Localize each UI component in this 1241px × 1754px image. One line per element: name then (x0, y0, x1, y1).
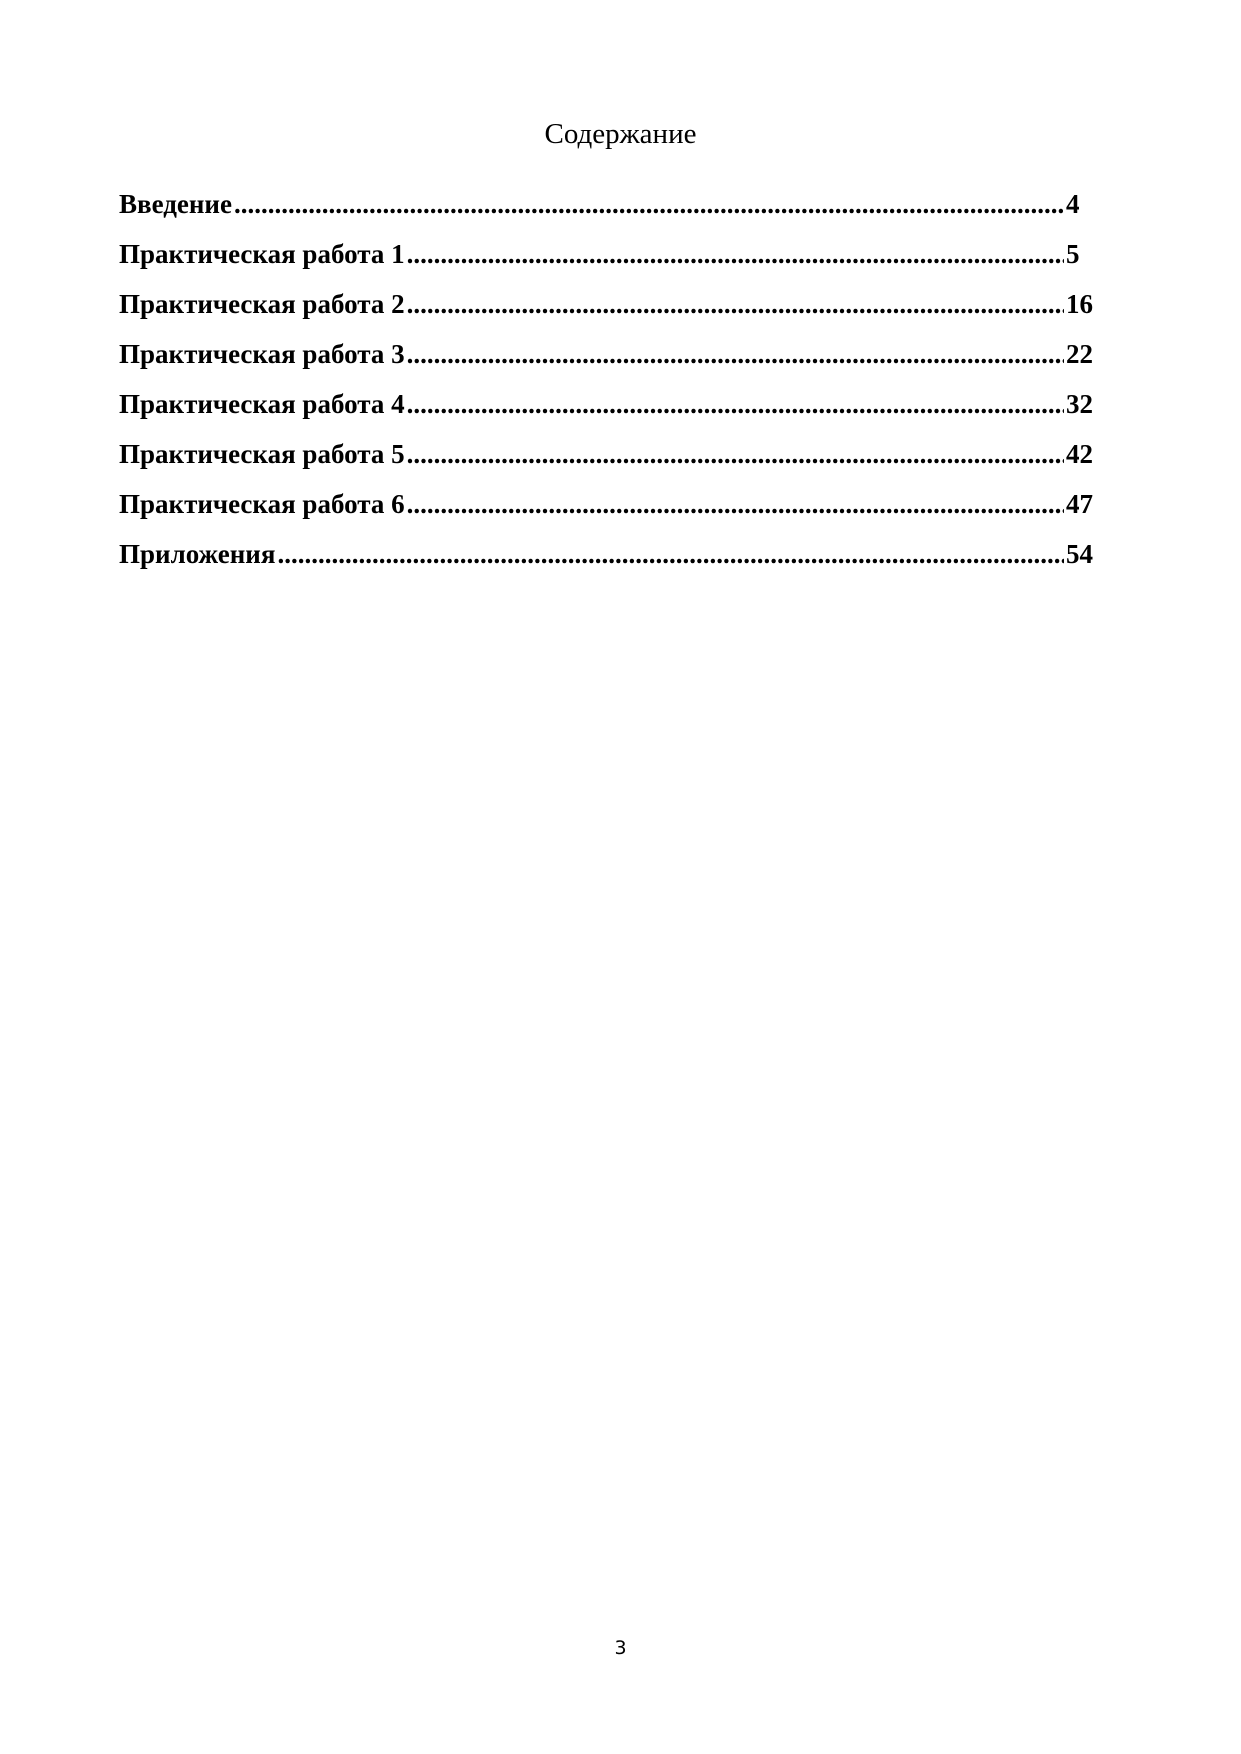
dot-leader (407, 334, 1064, 374)
toc-entry-label: Практическая работа 6 (119, 489, 405, 519)
toc-entry-page: 16 (1066, 289, 1093, 319)
toc-entry-page: 47 (1066, 489, 1093, 519)
dot-leader (407, 384, 1064, 424)
dot-leader (407, 234, 1064, 274)
toc-entry-practical-work-2[interactable] (119, 284, 1094, 334)
toc-entry-page: 4 (1066, 189, 1080, 219)
toc-entry-label: Практическая работа 5 (119, 439, 405, 469)
toc-entry-label: Практическая работа 1 (119, 239, 405, 269)
toc-entry-practical-work-1[interactable] (119, 234, 1094, 284)
toc-entry-practical-work-3[interactable] (119, 334, 1094, 384)
toc-entry-practical-work-4[interactable] (119, 384, 1094, 434)
toc-entry-label: Введение (119, 189, 232, 219)
table-of-contents (119, 184, 1094, 584)
toc-entry-practical-work-5[interactable] (119, 434, 1094, 484)
toc-entry-practical-work-6[interactable] (119, 484, 1094, 534)
dot-leader (234, 184, 1064, 224)
dot-leader (277, 534, 1064, 574)
dot-leader (407, 484, 1064, 524)
toc-entry-label: Практическая работа 4 (119, 389, 405, 419)
toc-title: Содержание (544, 118, 697, 150)
toc-entry-page: 42 (1066, 439, 1093, 469)
dot-leader (407, 284, 1064, 324)
toc-entry-page: 5 (1066, 239, 1080, 269)
toc-entry-label: Приложения (119, 539, 276, 569)
toc-entry-page: 54 (1066, 539, 1093, 569)
toc-entry-introduction[interactable] (119, 184, 1094, 234)
toc-entry-label: Практическая работа 3 (119, 339, 405, 369)
dot-leader (407, 434, 1064, 474)
toc-entry-page: 22 (1066, 339, 1093, 369)
toc-entry-label: Практическая работа 2 (119, 289, 405, 319)
toc-entry-page: 32 (1066, 389, 1093, 419)
page-number: 3 (614, 1637, 627, 1659)
toc-entry-appendices[interactable] (119, 534, 1094, 584)
